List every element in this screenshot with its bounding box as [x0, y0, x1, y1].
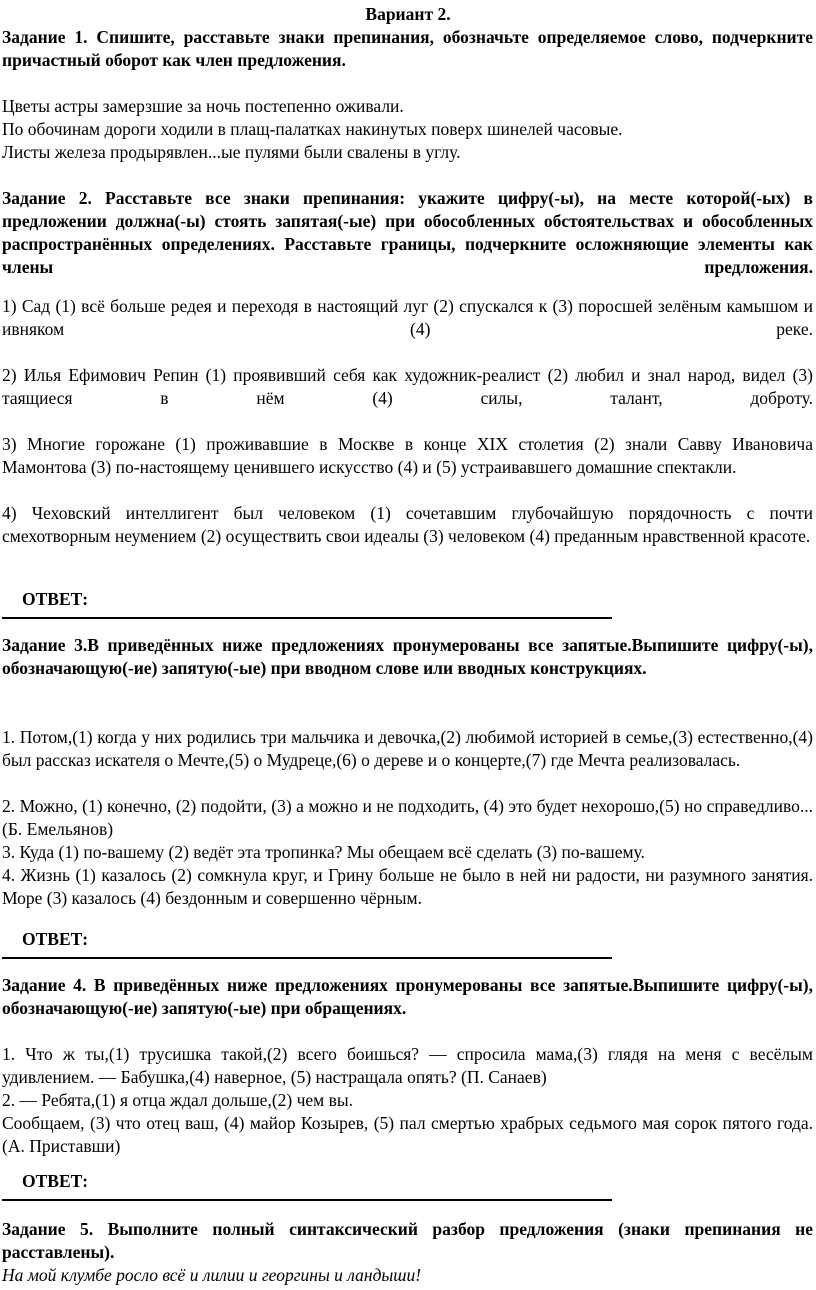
- task4-answer-label: ОТВЕТ:: [22, 1171, 89, 1191]
- task1-sentence-3: Листы железа продырявлен...ые пулями были свалены в углу.: [2, 142, 461, 162]
- task3-item-4: 4. Жизнь (1) казалось (2) сомкнула круг, и Грину больше не было в ней ни радости, ни разумного занятия. Море (3) казалось (4) бездонным и совершенно чёрным.: [2, 865, 813, 908]
- task2-heading: Задание 2. Расставьте все знаки препинания: укажите цифру(-ы), на месте которой(-ых) в предложении должна(-ы) стоять запятая(-ые) при обособленных обстоятельствах и обособленных распространённых определениях. Расставьте границы, подчеркните осложняющие элементы как члены предложения.: [2, 188, 813, 277]
- task1-sentence-1: Цветы астры замерзшие за ночь постепенно оживали.: [2, 96, 404, 116]
- task1-heading: Задание 1. Спишите, расставьте знаки препинания, обозначьте определяемое слово, подчеркните причастный оборот как член предложения.: [2, 27, 813, 70]
- task3-heading: Задание 3.В приведённых ниже предложениях пронумерованы все запятые.Выпишите цифру(-ы), обозначающую(-ие) запятую(-ые) при вводном слове или вводных конструкциях.: [2, 635, 813, 678]
- task3-item-1: 1. Потом,(1) когда у них родились три мальчика и девочка,(2) любимой историей в семье,(3) естественно,(4) был рассказ искателя о Мечте,(5) о Мудреце,(6) о дереве и о концерте,(7) где Мечта реализовалась.: [2, 727, 813, 770]
- task2-item-3: 3) Многие горожане (1) проживавшие в Москве в конце XIX столетия (2) знали Савву Ивановича Мамонтова (3) по-настоящему ценившего искусство (4) и (5) устраивавшего домашние спектакли.: [2, 434, 813, 477]
- task2-answer-line: [2, 617, 612, 619]
- task4-item-1: 1. Что ж ты,(1) трусишка такой,(2) всего боишься? — спросила мама,(3) глядя на меня с весёлым удивлением. — Бабушка,(4) наверное, (5) настращала опять? (П. Санаев): [2, 1044, 813, 1087]
- task4-item-2: 2. — Ребята,(1) я отца ждал дольше,(2) чем вы.: [2, 1090, 354, 1110]
- task1-sentence-2: По обочинам дороги ходили в плащ-палатках накинутых поверх шинелей часовые.: [2, 119, 623, 139]
- task2-answer-label: ОТВЕТ:: [22, 589, 89, 609]
- task3-answer-line: [2, 957, 612, 959]
- task2-item-4: 4) Чеховский интеллигент был человеком (1) сочетавшим глубочайшую порядочность с почти смехотворным неумением (2) осуществить свои идеалы (3) человеком (4) преданным нравственной красоте.: [2, 503, 813, 546]
- task5-sentence: На мой клумбе росло всё и лилии и георгины и ландыши!: [2, 1265, 422, 1285]
- task5-heading: Задание 5. Выполните полный синтаксический разбор предложения (знаки препинания не расставлены).: [2, 1219, 813, 1262]
- task3-answer-label: ОТВЕТ:: [22, 929, 89, 949]
- task2-item-2: 2) Илья Ефимович Репин (1) проявивший себя как художник-реалист (2) любил и знал народ, видел (3) таящиеся в нём (4) силы, талант, доброту.: [2, 365, 813, 408]
- task3-item-2: 2. Можно, (1) конечно, (2) подойти, (3) а можно и не подходить, (4) это будет нехорошо,(5) но справедливо... (Б. Емельянов): [2, 796, 813, 839]
- task4-answer-line: [2, 1199, 612, 1201]
- variant-title: Вариант 2.: [365, 4, 451, 24]
- task3-item-3: 3. Куда (1) по-вашему (2) ведёт эта тропинка? Мы обещаем всё сделать (3) по-вашему.: [2, 842, 645, 862]
- task2-item-1: 1) Сад (1) всё больше редея и переходя в настоящий луг (2) спускался к (3) поросшей зелёным камышом и ивняком (4) реке.: [2, 296, 813, 339]
- task4-heading: Задание 4. В приведённых ниже предложениях пронумерованы все запятые.Выпишите цифру(-ы), обозначающую(-ие) запятую(-ые) при обращениях.: [2, 975, 813, 1018]
- task4-item-3: Сообщаем, (3) что отец ваш, (4) майор Козырев, (5) пал смертью храбрых седьмого мая сорок пятого года. (А. Приставши): [2, 1113, 813, 1156]
